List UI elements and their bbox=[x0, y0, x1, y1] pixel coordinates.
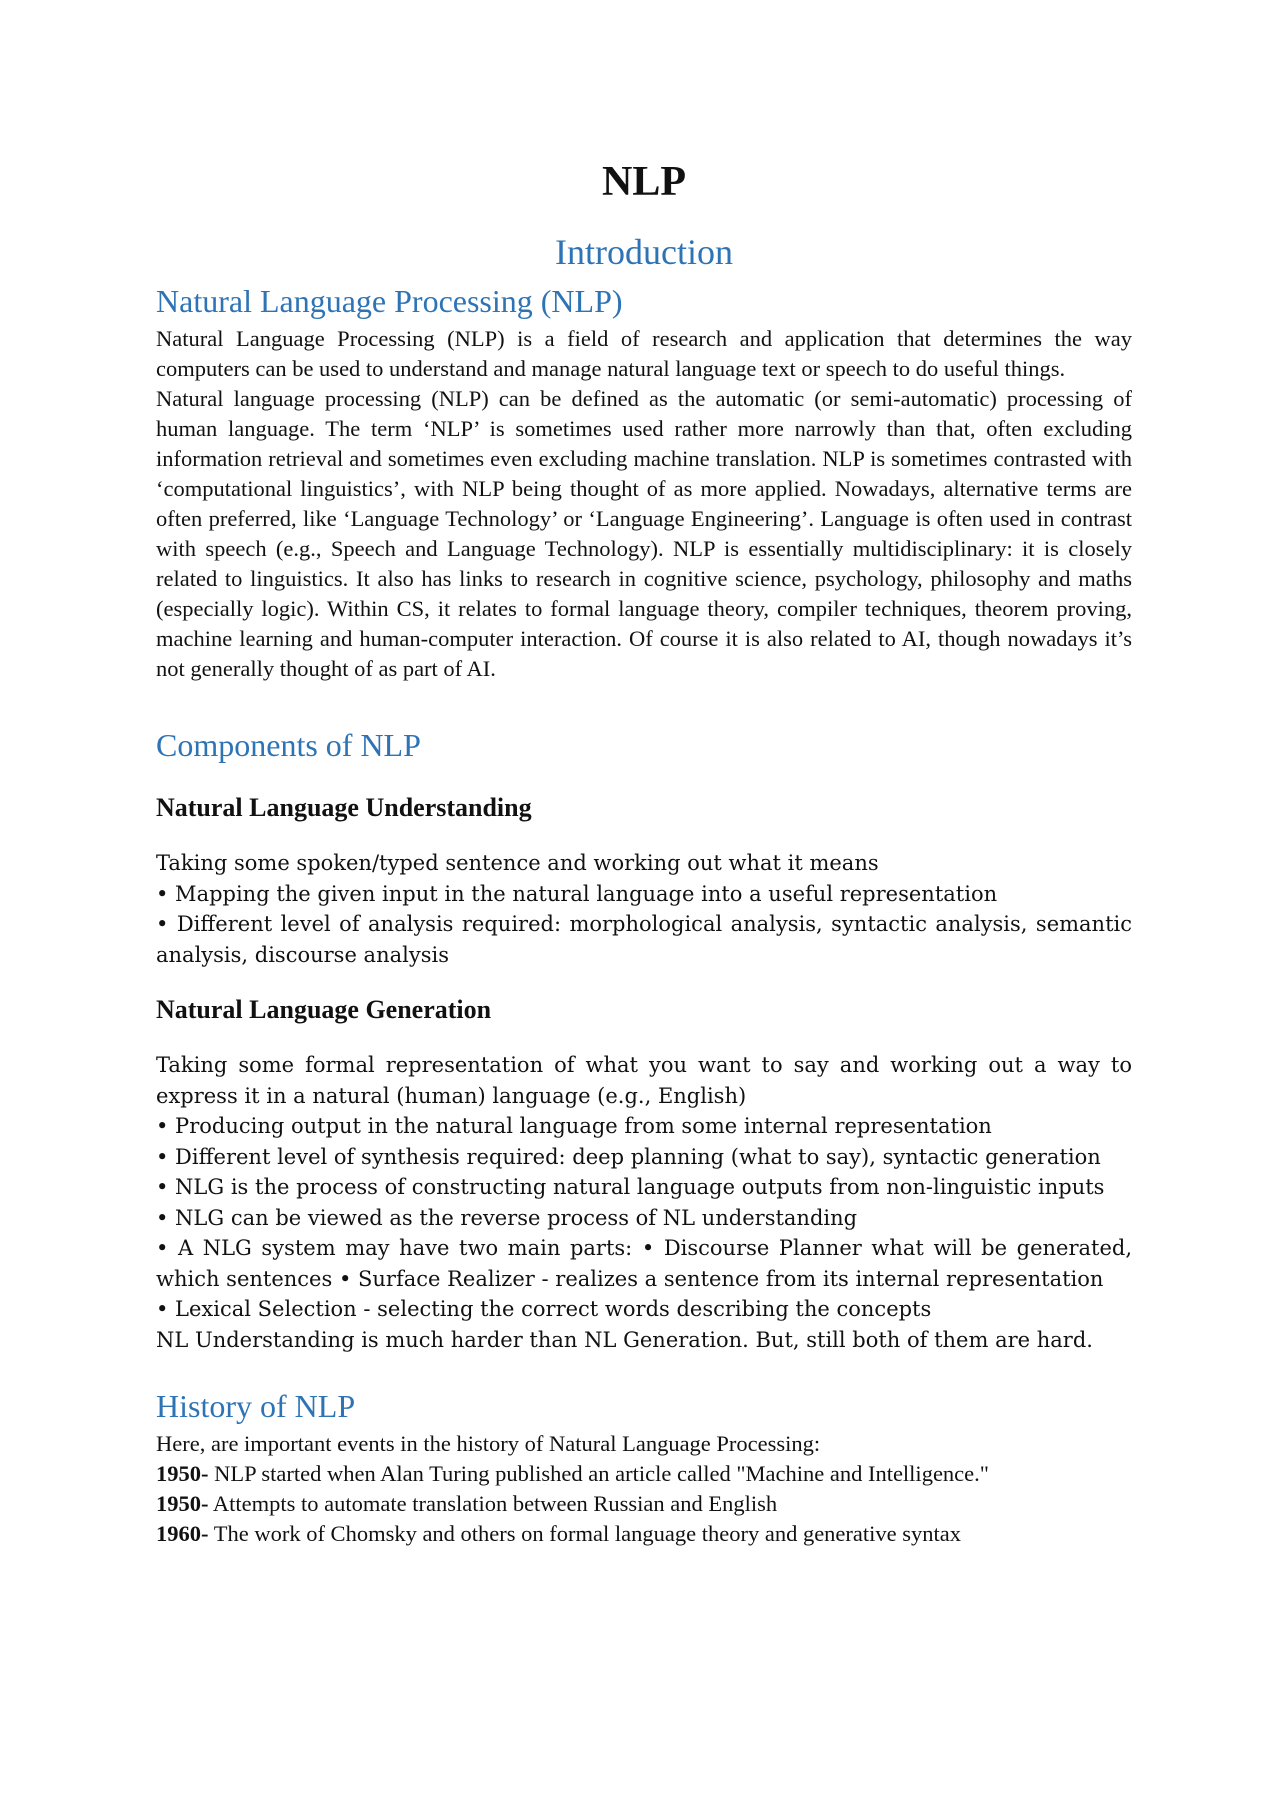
nlu-line: Taking some spoken/typed sentence and working out what it means bbox=[156, 851, 879, 875]
introduction-heading: Introduction bbox=[555, 232, 733, 272]
history-intro: Here, are important events in the history of Natural Language Processing: bbox=[156, 1431, 821, 1456]
nlg-line: • A NLG system may have two main parts: • Discourse Planner what will be generated, which sentences • Surface Realizer - realizes a sentence from its internal representation bbox=[156, 1236, 1132, 1291]
nlg-line: • Lexical Selection - selecting the correct words describing the concepts bbox=[156, 1297, 932, 1321]
nlg-line: • NLG is the process of constructing natural language outputs from non-linguistic inputs bbox=[156, 1175, 1105, 1199]
nlu-heading: Natural Language Understanding bbox=[156, 793, 532, 822]
history-text: NLP started when Alan Turing published an article called "Machine and Intelligence." bbox=[208, 1461, 989, 1486]
nlg-line: • Different level of synthesis required: deep planning (what to say), syntactic generation bbox=[156, 1144, 1101, 1169]
nlg-line: NL Understanding is much harder than NL Generation. But, still both of them are hard. bbox=[156, 1327, 1093, 1352]
history-heading: History of NLP bbox=[156, 1388, 356, 1424]
nlp-section-heading: Natural Language Processing (NLP) bbox=[156, 283, 623, 319]
paragraph: Natural Language Processing (NLP) is a field of research and application that determines the way computers can be used to understand and manage natural language text or speech to do useful things. bbox=[156, 326, 1132, 381]
paragraph: Natural language processing (NLP) can be defined as the automatic (or semi-automatic) processing of human language. The term ‘NLP’ is sometimes used rather more narrowly than that, often excluding information retrieval and sometimes even excluding machine translation. NLP is sometimes contrasted with ‘computational linguistics’, with NLP being thought of as more applied. Nowadays, alternative terms are often preferred, like ‘Language Technology’ or ‘Language Engineering’. Language is often used in contrast with speech (e.g., Speech and Language Technology). NLP is essentially multidisciplinary: it is closely related to linguistics. It also has links to research in cognitive science, psychology, philosophy and maths (especially logic). Within CS, it relates to formal language theory, compiler techniques, theorem proving, machine learning and human-computer interaction. Of course it is also related to AI, though nowadays it’s not generally thought of as part of AI. bbox=[156, 386, 1132, 681]
document-title: NLP bbox=[602, 159, 686, 205]
history-event bbox=[156, 1519, 1132, 1549]
history-year: 1960- bbox=[156, 1521, 209, 1546]
history-year: 1950- bbox=[156, 1491, 209, 1516]
nlg-line: • Producing output in the natural language from some internal representation bbox=[156, 1114, 992, 1138]
document-page bbox=[156, 150, 1132, 1549]
components-heading: Components of NLP bbox=[156, 727, 421, 763]
nlu-line: • Different level of analysis required: morphological analysis, syntactic analysis, semantic analysis, discourse analysis bbox=[156, 912, 1132, 967]
history-event bbox=[156, 1459, 1132, 1489]
history-event bbox=[156, 1489, 1132, 1519]
nlu-line: • Mapping the given input in the natural language into a useful representation bbox=[156, 881, 998, 906]
nlg-heading: Natural Language Generation bbox=[156, 995, 492, 1024]
history-year: 1950- bbox=[156, 1461, 209, 1486]
nlg-line: • NLG can be viewed as the reverse process of NL understanding bbox=[156, 1205, 858, 1230]
history-text: The work of Chomsky and others on formal language theory and generative syntax bbox=[208, 1521, 962, 1546]
history-text: Attempts to automate translation between Russian and English bbox=[208, 1491, 778, 1516]
nlg-line: Taking some formal representation of what you want to say and working out a way to express it in a natural (human) language (e.g., English) bbox=[156, 1053, 1132, 1108]
